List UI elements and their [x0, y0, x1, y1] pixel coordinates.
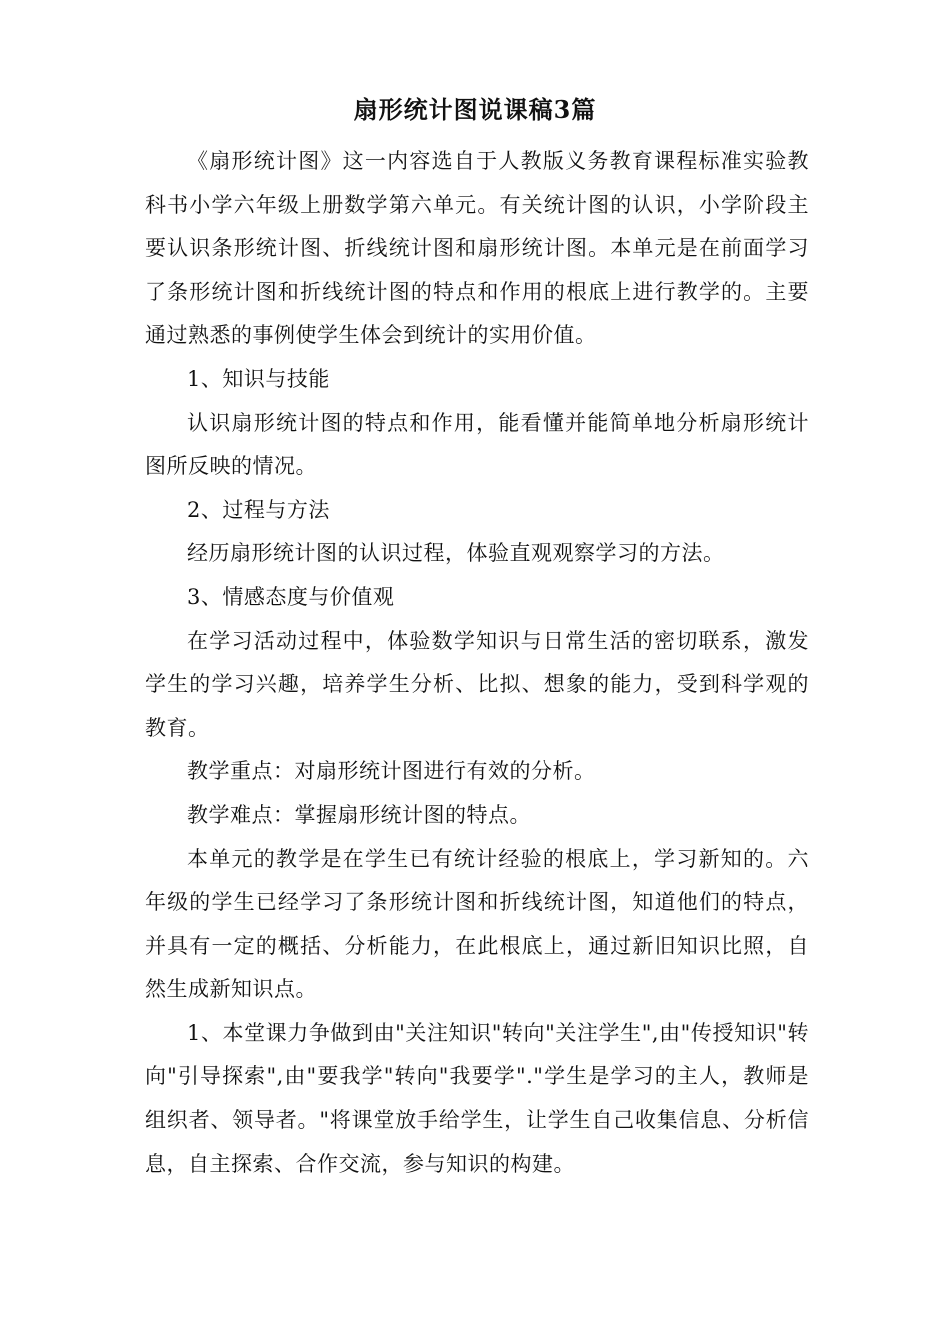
paragraph-intro: 《扇形统计图》这一内容选自于人教版义务教育课程标准实验教科书小学六年级上册数学第六单元。有关统计图的认识，小学阶段主要认识条形统计图、折线统计图和扇形统计图。本单元是在前面学习了条形统计图和折线统计图的特点和作用的根底上进行教学的。主要通过熟悉的事例使学生体会到统计的实用价值。 [145, 149, 809, 348]
paragraph-knowledge-skills: 认识扇形统计图的特点和作用，能看懂并能简单地分析扇形统计图所反映的情况。 [145, 410, 809, 479]
paragraph-teaching-difficulty: 教学难点：掌握扇形统计图的特点。 [187, 802, 531, 827]
heading-knowledge-skills: 1、知识与技能 [187, 366, 330, 391]
document-body [145, 140, 809, 1186]
paragraph-process-method: 经历扇形统计图的认识过程，体验直观观察学习的方法。 [187, 541, 725, 566]
paragraph-teaching-approach: 1、本堂课力争做到由"关注知识"转向"关注学生",由"传授知识"转向"引导探索",由"要我学"转向"我要学"."学生是学习的主人，教师是组织者、领导者。"将课堂放手给学生，让学生自己收集信息、分析信息，自主探索、合作交流，参与知识的构建。 [145, 1020, 809, 1176]
heading-process-method: 2、过程与方法 [187, 497, 330, 522]
heading-attitude-values: 3、情感态度与价值观 [187, 584, 395, 609]
paragraph-student-analysis: 本单元的教学是在学生已有统计经验的根底上，学习新知的。六年级的学生已经学习了条形统计图和折线统计图，知道他们的特点，并具有一定的概括、分析能力，在此根底上，通过新旧知识比照，自然生成新知识点。 [145, 846, 809, 1002]
paragraph-attitude-values: 在学习活动过程中，体验数学知识与日常生活的密切联系，激发学生的学习兴趣，培养学生分析、比拟、想象的能力，受到科学观的教育。 [145, 628, 809, 740]
document-title: 扇形统计图说课稿3篇 [353, 95, 597, 124]
paragraph-teaching-focus: 教学重点：对扇形统计图进行有效的分析。 [187, 759, 596, 784]
